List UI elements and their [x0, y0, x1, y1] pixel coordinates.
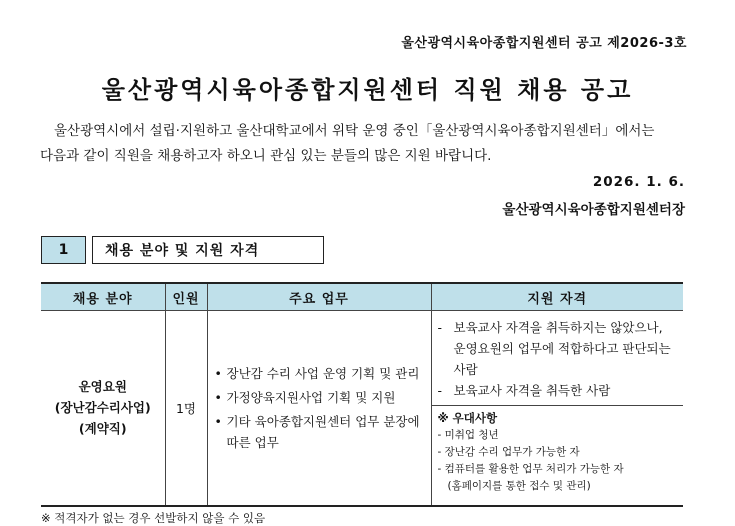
signer: 울산광역시육아종합지원센터장: [502, 202, 685, 218]
preference-item: - 컴퓨터를 활용한 업무 처리가 가능한 자: [437, 463, 624, 475]
duty-item: • 장난감 수리 사업 운영 기획 및 관리: [213, 363, 426, 384]
notice-date: 2026. 1. 6.: [592, 174, 685, 190]
footnote: ※ 적격자가 없는 경우 선발하지 않을 수 있음: [41, 511, 266, 525]
preferences-block: [432, 406, 684, 499]
header-qualifications: 지원 자격: [431, 283, 683, 311]
preferences-title: ※ 우대사항: [437, 411, 498, 425]
section-number: 1: [41, 236, 86, 264]
duty-item: • 기타 육아종합지원센터 업무 분장에 따른 업무: [213, 411, 426, 453]
header-duties: 주요 업무: [207, 283, 431, 311]
duty-item: • 가정양육지원사업 기획 및 지원: [213, 387, 426, 408]
qualification-item: - 보육교사 자격을 취득한 사람: [437, 383, 611, 398]
table-header-row: [41, 283, 683, 311]
qualifications-cell: [431, 311, 683, 506]
position-name: 운영요원: [78, 379, 127, 395]
header-count: 인원: [165, 283, 207, 311]
position-cell: [41, 311, 165, 506]
section-title: 채용 분야 및 지원 자격: [92, 236, 324, 264]
table-row: [41, 311, 683, 506]
position-type: (계약직): [78, 421, 127, 437]
intro-line-1: 울산광역시에서 설립·지원하고 울산대학교에서 위탁 운영 중인「울산광역시육아종합지원센터」에서는: [54, 123, 655, 139]
page-title: 울산광역시육아종합지원센터 직원 채용 공고: [101, 76, 634, 104]
preference-item-note: (홈페이지를 통한 접수 및 관리): [447, 480, 591, 492]
notice-number: 울산광역시육아종합지원센터 공고 제2026-3호: [401, 36, 687, 51]
header-position: 채용 분야: [41, 283, 165, 311]
qualifications-list: [432, 311, 684, 406]
preference-item: - 장난감 수리 업무가 가능한 자: [437, 446, 580, 458]
count-cell: 1명: [165, 311, 207, 506]
recruitment-table: [41, 282, 683, 507]
qualification-item: - 보육교사 자격을 취득하지는 않았으나, 운영요원의 업무에 적합하다고 판단되는 사람: [437, 320, 671, 377]
intro-paragraph: [40, 119, 687, 169]
preference-item: - 미취업 청년: [437, 429, 499, 441]
duties-cell: [207, 311, 431, 506]
duties-list: [209, 363, 430, 453]
intro-line-2: 다음과 같이 직원을 채용하고자 하오니 관심 있는 분들의 많은 지원 바랍니다.: [40, 148, 492, 164]
position-detail: (장난감수리사업): [54, 400, 151, 416]
